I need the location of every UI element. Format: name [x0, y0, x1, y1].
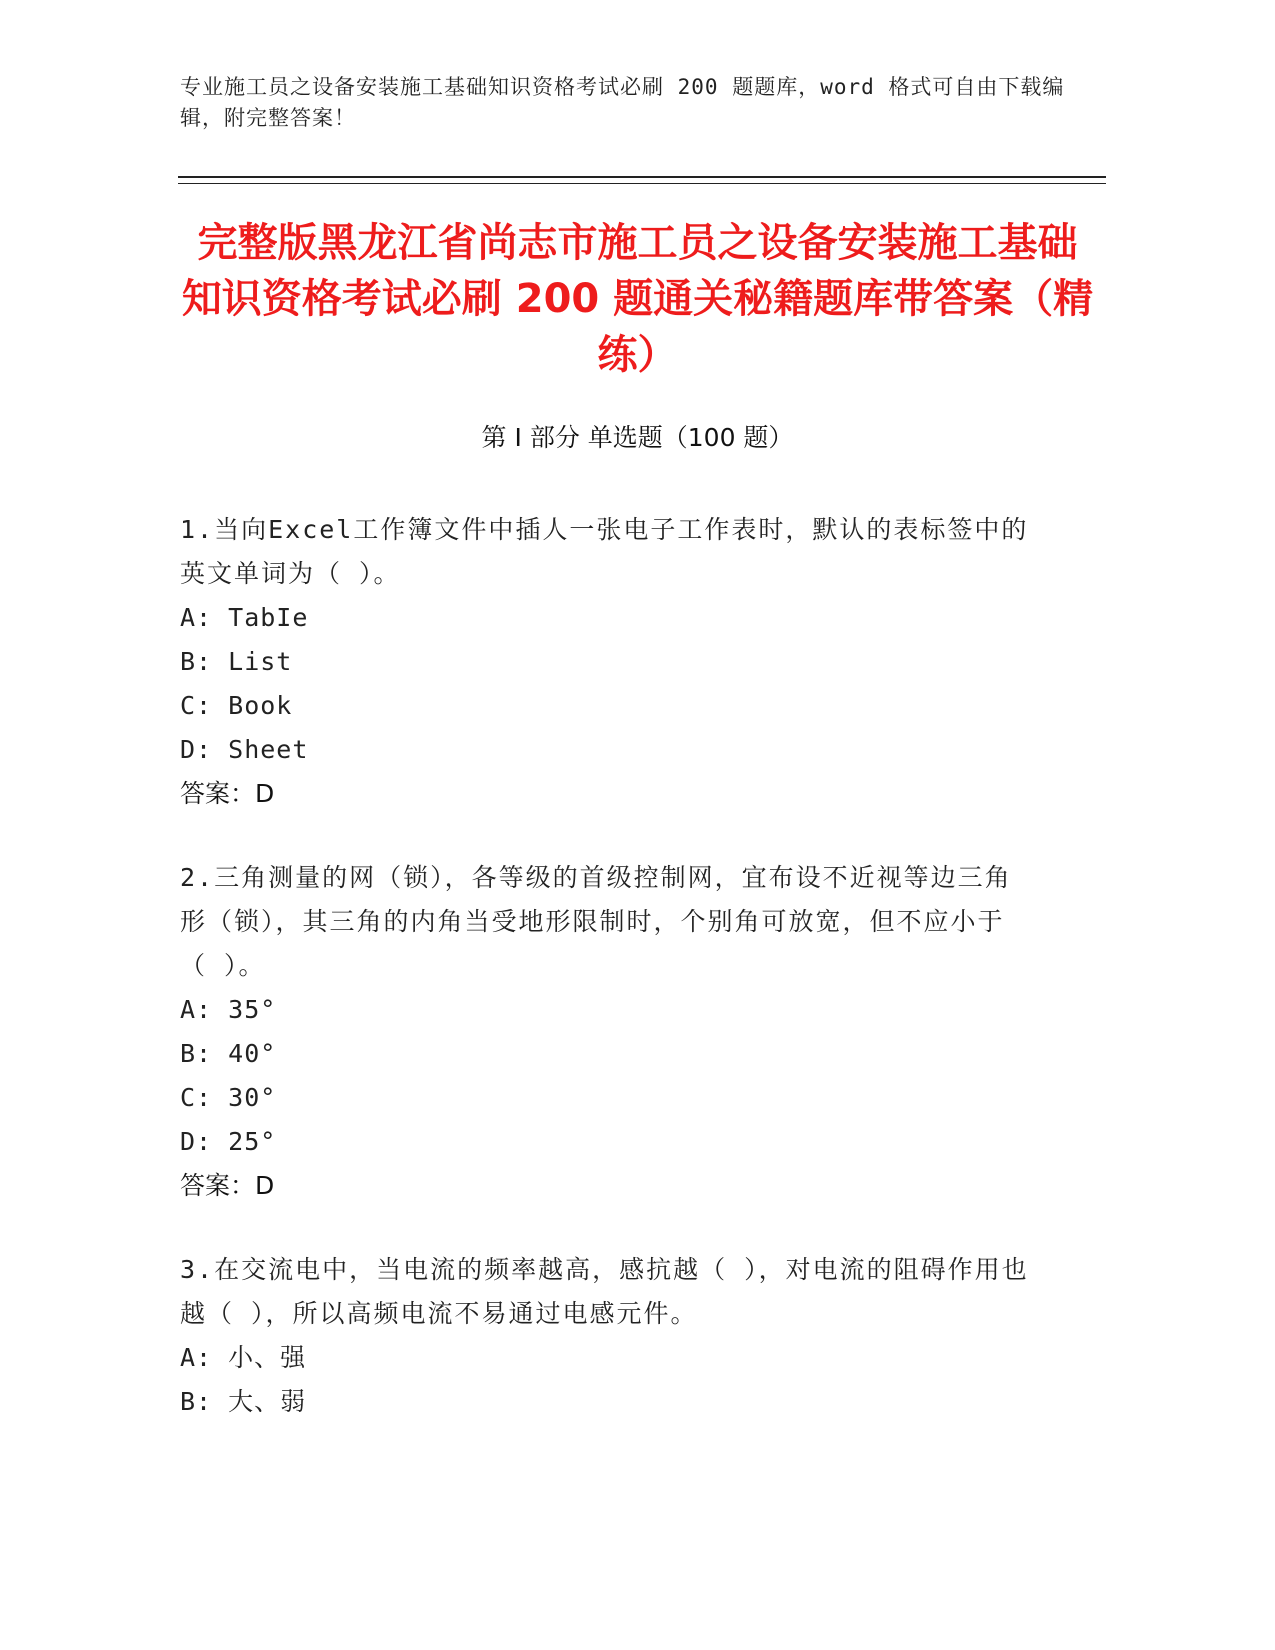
answer: 答案：D [180, 1171, 275, 1200]
section-heading: 第 I 部分 单选题（100 题） [481, 423, 794, 452]
option-c: C: 30° [180, 1083, 277, 1112]
option-b: B: 大、弱 [180, 1387, 307, 1416]
option-d: D: Sheet [180, 735, 309, 764]
question-stem: 2.三角测量的网（锁），各等级的首级控制网，宜布设不近视等边三角形（锁），其三角的内角当受地形限制时，个别角可放宽，但不应小于（ ）。 [180, 863, 1012, 980]
question-2 [180, 856, 1030, 1208]
option-a: A: TabIe [180, 603, 309, 632]
option-b: B: 40° [180, 1039, 277, 1068]
question-stem: 3.在交流电中，当电流的频率越高，感抗越（ ），对电流的阻碍作用也越（ ），所以高频电流不易通过电感元件。 [180, 1255, 1029, 1328]
question-3 [180, 1248, 1030, 1424]
document-title: 完整版黑龙江省尚志市施工员之设备安装施工基础知识资格考试必刷 200 题通关秘籍题库带答案（精练） [181, 220, 1094, 378]
option-a: A: 35° [180, 995, 277, 1024]
option-b: B: List [180, 647, 293, 676]
header-divider-thin [178, 183, 1106, 184]
header-divider-thick [178, 176, 1106, 178]
question-1 [180, 508, 1030, 816]
answer: 答案：D [180, 779, 275, 808]
question-list [180, 508, 1030, 1464]
option-a: A: 小、强 [180, 1343, 307, 1372]
question-stem: 1.当向Excel工作簿文件中插人一张电子工作表时，默认的表标签中的英文单词为（ ）。 [180, 515, 1029, 588]
option-d: D: 25° [180, 1127, 277, 1156]
option-c: C: Book [180, 691, 293, 720]
header-note: 专业施工员之设备安装施工基础知识资格考试必刷 200 题题库，word 格式可自由下载编辑，附完整答案！ [180, 75, 1065, 130]
